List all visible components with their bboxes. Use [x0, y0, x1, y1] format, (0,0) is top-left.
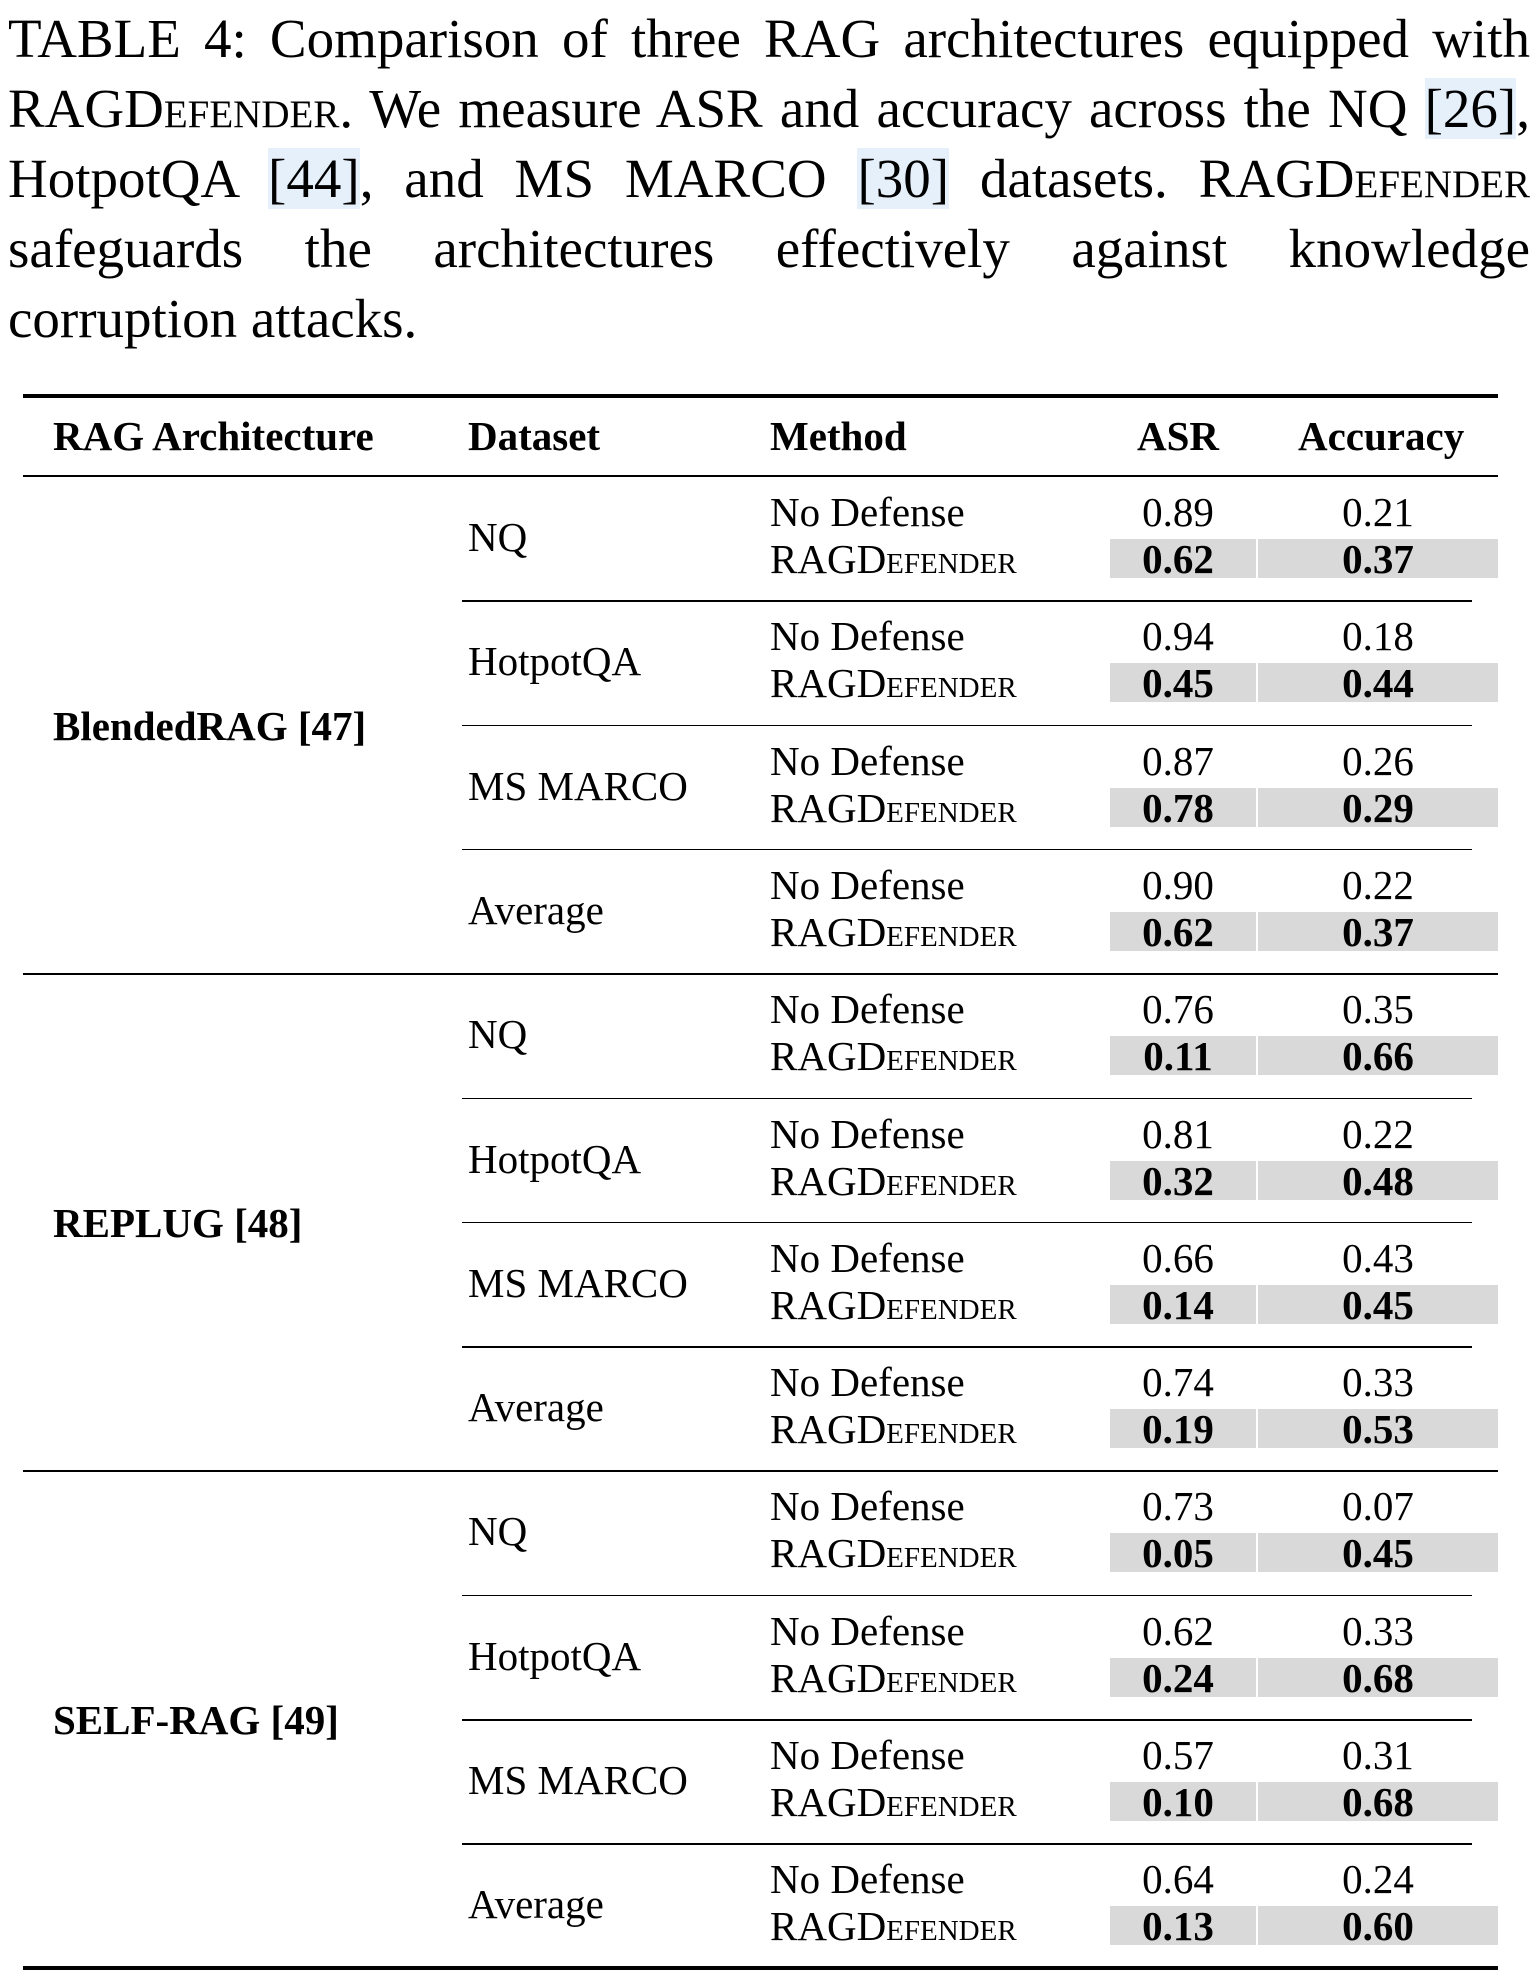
method-name-part: RAG: [770, 1033, 857, 1080]
method-label: [770, 534, 1017, 584]
system-name-part: Defender: [1314, 148, 1531, 209]
accuracy-value: 0.26: [1342, 737, 1414, 784]
method-name-part: Defender: [856, 1406, 1017, 1453]
dataset-label: MS MARCO: [468, 1757, 688, 1803]
system-name-part: Defender: [124, 78, 340, 139]
dataset-label: HotpotQA: [468, 1632, 642, 1679]
accuracy-value: 0.21: [1342, 489, 1414, 535]
header-dataset: Dataset: [468, 413, 601, 459]
asr-value: 0.62: [1142, 908, 1214, 955]
method-label: [770, 1031, 1017, 1081]
accuracy-value: 0.48: [1342, 1157, 1414, 1204]
accuracy-value: 0.18: [1342, 613, 1414, 660]
accuracy-value: 0.53: [1342, 1406, 1414, 1453]
method-label: [770, 783, 1017, 833]
header-rule: [23, 475, 1498, 477]
accuracy-value: 0.68: [1342, 1654, 1414, 1701]
asr-value: 0.14: [1142, 1281, 1214, 1328]
caption-text: . We measure ASR and accuracy across the NQ: [339, 78, 1425, 139]
method-label: No Defense: [770, 489, 965, 535]
accuracy-value: 0.31: [1342, 1732, 1414, 1778]
asr-value: 0.78: [1142, 784, 1214, 831]
system-name: [8, 78, 339, 139]
accuracy-value: 0.35: [1342, 986, 1414, 1033]
method-name-part: RAG: [770, 536, 857, 582]
dataset-label: NQ: [468, 514, 528, 560]
dataset-label: MS MARCO: [468, 762, 688, 809]
accuracy-value: 0.37: [1342, 536, 1414, 582]
caption-text: TABLE 4: Comparison of three RAG architectures equipped with: [8, 8, 1530, 69]
accuracy-value: 0.43: [1342, 1234, 1414, 1281]
dataset-label: NQ: [468, 1011, 528, 1058]
asr-value: 0.13: [1142, 1903, 1214, 1950]
dataset-label: MS MARCO: [468, 1259, 688, 1306]
caption-text: , HotpotQA: [8, 78, 1530, 209]
arch-label: REPLUG [48]: [53, 1199, 303, 1246]
asr-value: 0.19: [1142, 1406, 1214, 1453]
asr-value: 0.05: [1142, 1530, 1214, 1577]
method-label: [770, 907, 1017, 957]
accuracy-value: 0.45: [1342, 1530, 1414, 1577]
asr-value: 0.76: [1142, 986, 1214, 1033]
accuracy-value: 0.07: [1342, 1483, 1414, 1530]
method-name-part: RAG: [770, 1281, 857, 1328]
accuracy-value: 0.22: [1342, 1110, 1414, 1157]
top-rule: [23, 394, 1498, 398]
method-name-part: RAG: [770, 1530, 857, 1577]
citation-link[interactable]: [30]: [857, 148, 950, 209]
row-divider: [462, 1222, 1472, 1224]
method-label: No Defense: [770, 737, 965, 784]
method-name-part: RAG: [770, 908, 857, 955]
bottom-rule: [23, 1966, 1498, 1970]
method-label: [770, 1653, 1017, 1703]
asr-value: 0.24: [1142, 1654, 1214, 1701]
row-divider: [462, 725, 1472, 727]
dataset-label: Average: [468, 1881, 604, 1928]
asr-value: 0.73: [1142, 1483, 1214, 1530]
method-label: [770, 1777, 1017, 1827]
method-name-part: Defender: [856, 1654, 1017, 1701]
method-label: [770, 1280, 1017, 1330]
header-arch: RAG Architecture: [53, 413, 374, 459]
method-name-part: RAG: [770, 1157, 857, 1204]
asr-value: 0.11: [1143, 1033, 1213, 1080]
caption-text: datasets.: [949, 148, 1199, 209]
method-name-part: RAG: [770, 1654, 857, 1701]
method-name-part: RAG: [770, 660, 857, 707]
accuracy-value: 0.66: [1342, 1033, 1414, 1080]
method-label: No Defense: [770, 861, 965, 908]
method-name-part: RAG: [770, 1903, 857, 1950]
method-label: [770, 658, 1017, 708]
header-method: Method: [770, 413, 907, 459]
accuracy-value: 0.33: [1342, 1607, 1414, 1654]
accuracy-value: 0.68: [1342, 1779, 1414, 1825]
method-name-part: Defender: [856, 908, 1017, 955]
method-label: No Defense: [770, 1483, 965, 1530]
dataset-label: Average: [468, 1384, 604, 1431]
method-name-part: Defender: [856, 660, 1017, 707]
caption-text: safeguards the architectures effectively against knowledge corruption attacks.: [8, 218, 1530, 349]
system-name-part: RAG: [1198, 148, 1315, 209]
asr-value: 0.90: [1142, 861, 1214, 908]
method-label: No Defense: [770, 1110, 965, 1157]
system-name: [1199, 148, 1530, 209]
citation-link[interactable]: [44]: [268, 148, 360, 209]
header-accuracy: Accuracy: [1298, 413, 1465, 459]
method-label: No Defense: [770, 1732, 965, 1778]
row-divider: [462, 600, 1472, 602]
accuracy-value: 0.45: [1342, 1281, 1414, 1328]
accuracy-value: 0.24: [1342, 1856, 1414, 1903]
asr-value: 0.89: [1142, 489, 1214, 535]
method-label: No Defense: [770, 1607, 965, 1654]
method-label: No Defense: [770, 1234, 965, 1281]
table-caption: [8, 4, 1530, 354]
citation-link[interactable]: [26]: [1424, 78, 1517, 139]
method-name-part: Defender: [856, 1779, 1017, 1825]
method-name-part: Defender: [856, 1903, 1017, 1950]
arch-label: SELF-RAG [49]: [53, 1697, 339, 1743]
method-name-part: Defender: [856, 1033, 1017, 1080]
caption-text: , and MS MARCO: [359, 148, 858, 209]
method-label: No Defense: [770, 1856, 965, 1903]
accuracy-value: 0.33: [1342, 1359, 1414, 1406]
dataset-label: Average: [468, 886, 604, 933]
row-divider: [462, 1843, 1472, 1845]
method-label: No Defense: [770, 986, 965, 1033]
method-label: No Defense: [770, 1359, 965, 1406]
method-name-part: RAG: [770, 1406, 857, 1453]
group-divider: [23, 973, 1498, 975]
row-divider: [462, 1719, 1472, 1721]
asr-value: 0.87: [1142, 737, 1214, 784]
asr-value: 0.81: [1142, 1110, 1214, 1157]
asr-value: 0.62: [1142, 536, 1214, 582]
asr-value: 0.10: [1142, 1779, 1214, 1825]
row-divider: [462, 1346, 1472, 1348]
system-name-part: RAG: [8, 78, 125, 139]
method-name-part: Defender: [856, 536, 1017, 582]
asr-value: 0.32: [1142, 1157, 1214, 1204]
method-label: No Defense: [770, 613, 965, 660]
accuracy-value: 0.44: [1342, 660, 1414, 707]
accuracy-value: 0.37: [1342, 908, 1414, 955]
method-label: [770, 1901, 1017, 1951]
dataset-label: NQ: [468, 1508, 528, 1555]
row-divider: [462, 1595, 1472, 1597]
header-asr: ASR: [1136, 413, 1220, 459]
accuracy-value: 0.60: [1342, 1903, 1414, 1950]
method-label: [770, 1528, 1017, 1578]
method-name-part: Defender: [856, 1530, 1017, 1577]
dataset-label: HotpotQA: [468, 1135, 642, 1182]
method-name-part: RAG: [770, 1779, 857, 1825]
asr-value: 0.45: [1142, 660, 1214, 707]
row-divider: [462, 849, 1472, 851]
group-divider: [23, 1470, 1498, 1472]
method-name-part: Defender: [856, 1281, 1017, 1328]
asr-value: 0.94: [1142, 613, 1214, 660]
method-name-part: RAG: [770, 784, 857, 831]
asr-value: 0.62: [1142, 1607, 1214, 1654]
asr-value: 0.57: [1142, 1732, 1214, 1778]
method-name-part: Defender: [856, 784, 1017, 831]
accuracy-value: 0.29: [1342, 784, 1414, 831]
method-label: [770, 1404, 1017, 1454]
row-divider: [462, 1098, 1472, 1100]
dataset-label: HotpotQA: [468, 638, 642, 685]
asr-value: 0.74: [1142, 1359, 1214, 1406]
method-label: [770, 1156, 1017, 1206]
accuracy-value: 0.22: [1342, 861, 1414, 908]
arch-label: BlendedRAG [47]: [53, 702, 367, 749]
asr-value: 0.64: [1142, 1856, 1214, 1903]
asr-value: 0.66: [1142, 1234, 1214, 1281]
method-name-part: Defender: [856, 1157, 1017, 1204]
